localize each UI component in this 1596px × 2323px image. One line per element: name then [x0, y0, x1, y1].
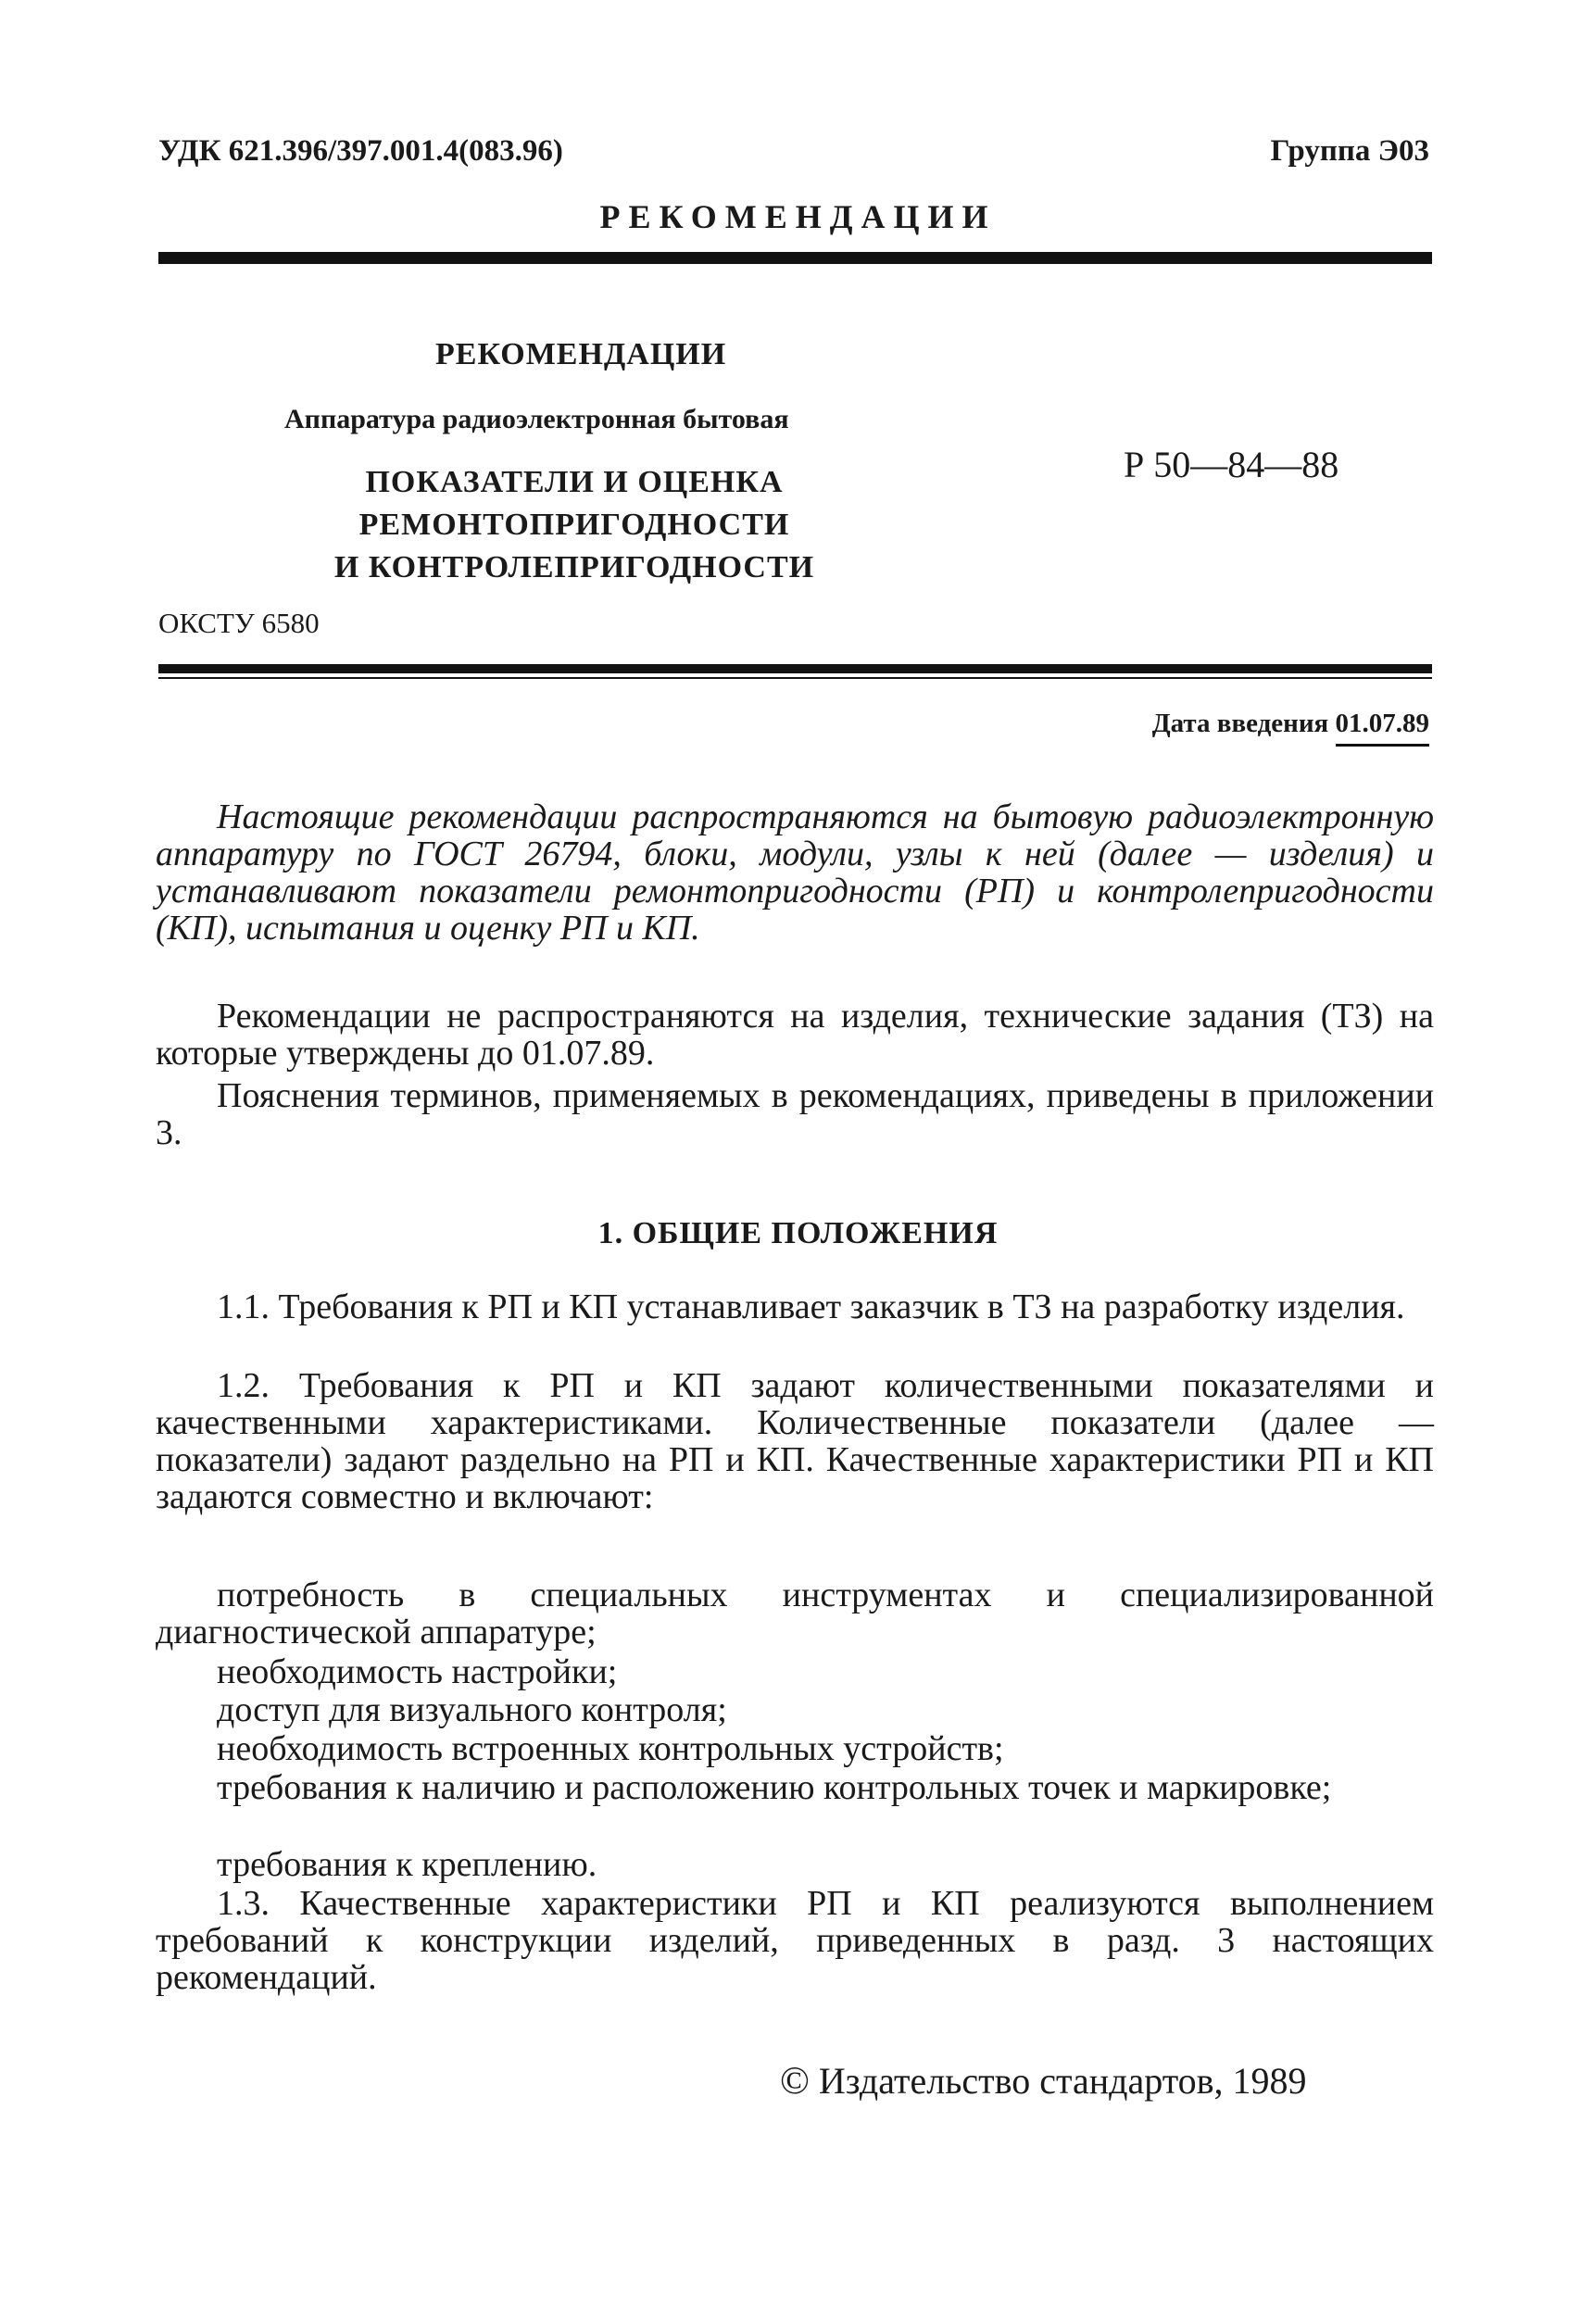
intro-paragraph-1: Настоящие рекомендации распространяются на бытовую радиоэлектронную аппаратуру по ГОСТ 26794, блоки, модули, узлы к ней (далее — изделия) и устанавливают показатели ремонтопригодности (РП) и контролепригодности (КП), испытания и оценку РП и КП. [156, 797, 1434, 948]
list-item: требования к креплению. [217, 1845, 597, 1884]
middle-rule [158, 664, 1432, 673]
list-item: необходимость встроенных контрольных устройств; [217, 1729, 1004, 1768]
heading-line: РЕМОНТОПРИГОДНОСТИ [358, 508, 790, 542]
intro-paragraph-3: Пояснения терминов, применяемых в рекомендациях, приведены в приложении 3. [156, 1076, 1434, 1152]
list-item: доступ для визуального контроля; [217, 1690, 727, 1729]
clause-1-1: 1.1. Требования к РП и КП устанавливает заказчик в ТЗ на разработку изделия. [217, 1287, 1405, 1326]
document-subtitle: Аппаратура радиоэлектронная бытовая [284, 404, 789, 434]
copyright-text: Издательство стандартов, 1989 [818, 2060, 1307, 2102]
heading-line: ПОКАЗАТЕЛИ И ОЦЕНКА [365, 465, 784, 499]
heading-line: И КОНТРОЛЕПРИГОДНОСТИ [333, 550, 815, 584]
recommendations-title: РЕКОМЕНДАЦИИ [435, 337, 727, 371]
intro-date-value: 01.07.89 [1336, 709, 1430, 747]
list-item: требования к наличию и расположению контрольных точек и маркировке; [217, 1768, 1332, 1807]
group-code: Группа Э03 [1270, 134, 1429, 168]
clause-1-2: 1.2. Требования к РП и КП задают количественными показателями и качественными характеристиками. Количественные показатели (далее — показатели) задают раздельно на РП и КП. Качественные характеристики РП и КП задаются совместно и включают: [156, 1366, 1434, 1516]
copyright-icon: © [780, 2060, 810, 2103]
section-title: 1. ОБЩИЕ ПОЛОЖЕНИЯ [597, 1216, 999, 1250]
list-item: потребность в специальных инструментах и специализированной диагностической аппаратуре; [156, 1576, 1434, 1651]
copyright [780, 2059, 1307, 2103]
udk-code: УДК 621.396/397.001.4(083.96) [158, 134, 563, 168]
intro-date [1152, 709, 1429, 739]
intro-date-label: Дата введения [1151, 709, 1329, 738]
top-rule [158, 252, 1432, 264]
document-number: Р 50—84—88 [1124, 444, 1339, 485]
band-title: РЕКОМЕНДАЦИИ [599, 198, 997, 235]
intro-paragraph-2: Рекомендации не распространяются на изделия, технические задания (ТЗ) на которые утверждены до 01.07.89. [156, 997, 1434, 1073]
clause-1-3: 1.3. Качественные характеристики РП и КП реализуются выполнением требований к конструкции изделий, приведенных в разд. 3 настоящих рекомендаций. [156, 1884, 1434, 1997]
list-item: необходимость настройки; [217, 1652, 618, 1691]
okstu-code: ОКСТУ 6580 [158, 607, 320, 639]
middle-rule-thin [158, 677, 1432, 679]
